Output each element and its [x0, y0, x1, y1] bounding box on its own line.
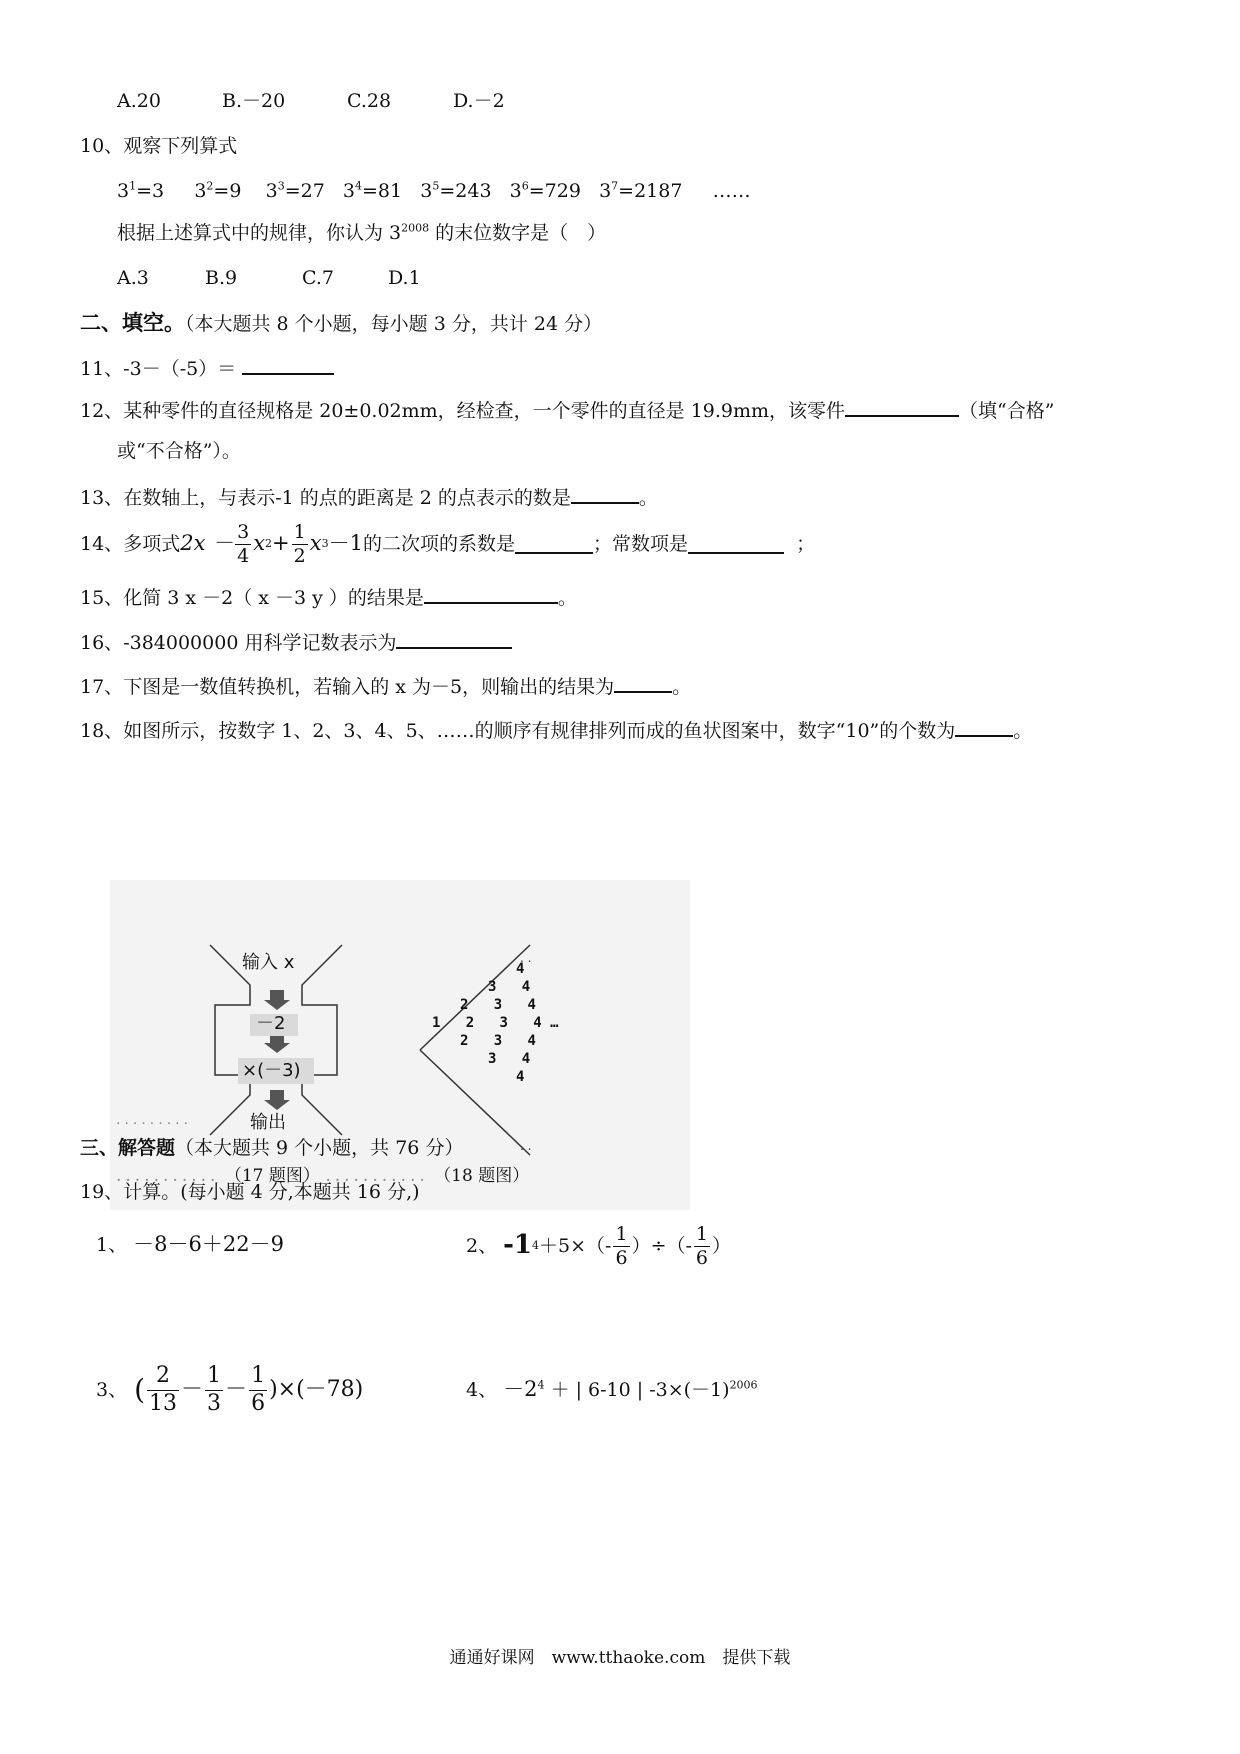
q12-answer-blank[interactable]: [845, 397, 959, 417]
q12-line2: 或“不合格”）。: [117, 440, 241, 462]
q13: 13、在数轴上，与表示-1 的点的距离是 2 的点表示的数是 。: [80, 484, 658, 510]
q17-answer-blank[interactable]: [614, 673, 672, 693]
q9-option-a: A.20: [117, 90, 161, 112]
fish-row: 2 3 4: [460, 997, 536, 1013]
q16-answer-blank[interactable]: [396, 629, 512, 649]
arrow-down-icon: [264, 1035, 290, 1053]
q10-question: 根据上述算式中的规律，你认为 $3^{2008}$ 的末位数字是（ ）: [117, 221, 607, 244]
p3-fraction-2-13: $\frac{2}{13}$: [149, 1363, 178, 1416]
power-3: $3^3=27$: [265, 179, 325, 202]
q17: 17、下图是一数值转换机，若输入的 x 为－5，则输出的结果为 。: [80, 673, 691, 699]
power-2: $3^2=9$: [194, 179, 242, 202]
q10-powers: [117, 180, 751, 203]
q14-fraction-3-4: $\frac{3}{4}$: [237, 520, 250, 567]
q12: 12、某种零件的直径规格是 20±0.02mm，经检查，一个零件的直径是 19.9mm，该零件 （填“合格”: [80, 397, 1054, 423]
q10-option-c: C.7: [302, 267, 334, 289]
q16: 16、-384000000 用科学记数表示为: [80, 629, 512, 655]
q14: 14、 多项式 2x － $\frac{3}{4}$ x 2 + $\frac{1}{2}$ x 3 －1 的二次项的系数是 ；常数项是 ；: [80, 520, 816, 567]
figure18-caption: （18 题图）: [434, 1166, 530, 1186]
q14-constant-blank[interactable]: [688, 534, 784, 554]
figure17-caption: （17 题图）: [224, 1166, 320, 1186]
arrow-down-icon: [264, 1090, 290, 1110]
fish-row: 4: [516, 1069, 525, 1085]
machine-input-label: 输入 x: [242, 952, 295, 973]
fish-row: 1 2 3 4 …: [432, 1015, 559, 1031]
q19: 19、计算。(每小题 4 分,本题共 16 分,): [80, 1181, 420, 1203]
power-4: $3^4=81$: [342, 179, 403, 202]
q18: 18、如图所示，按数字 1、2、3、4、5、……的顺序有规律排列而成的鱼状图案中，数字“10”的个数为 。: [80, 717, 1032, 743]
q10-stem: 10、观察下列算式: [80, 135, 238, 157]
q15-answer-blank[interactable]: [424, 584, 558, 604]
p2-fraction-1: $\frac{1}{6}$: [615, 1222, 628, 1269]
fish-row: 4: [516, 961, 525, 977]
ellipsis: ……: [712, 180, 751, 202]
section2-heading: 二、填空。（本大题共 8 个小题，每小题 3 分，共计 24 分）: [80, 311, 603, 335]
figure-17-machine: [110, 880, 690, 1210]
q14-fraction-1-2: $\frac{1}{2}$: [293, 520, 306, 567]
fish-row: 3 4: [488, 979, 531, 995]
q18-answer-blank[interactable]: [955, 717, 1013, 737]
problem-1: 1、 －8－6＋22－9: [96, 1232, 284, 1256]
p3-fraction-1-6: $\frac{1}{6}$: [251, 1363, 266, 1416]
q15: 15、化简 3 x －2（ x －3 y ）的结果是 。: [80, 584, 577, 610]
q13-answer-blank[interactable]: [571, 484, 639, 504]
fish-dots-top: . .: [520, 951, 532, 965]
problem-3: 3、 ( $\frac{2}{13}$ － $\frac{1}{3}$ － $\frac{1}{6}$ )×(－78): [96, 1363, 364, 1416]
problem-4: 4、 $-2^4$ ＋ | 6-10 | $-3\times(-1)^{2006}$: [466, 1377, 758, 1401]
q11: 11、-3－（-5）＝: [80, 355, 334, 381]
machine-right-frame: [302, 945, 342, 1135]
problem-2: 2、 -1 4 ＋5×（- $\frac{1}{6}$ ）÷（- $\frac{1}{6}$ ）: [466, 1222, 732, 1269]
fish-row: 2 3 4: [460, 1033, 536, 1049]
machine-step2: ×(－3): [242, 1060, 301, 1081]
p2-fraction-2: $\frac{1}{6}$: [695, 1222, 708, 1269]
arrow-down-icon: [264, 990, 290, 1010]
page-footer: 通通好课网 www.tthaoke.com 提供下载: [449, 1648, 791, 1668]
q11-answer-blank[interactable]: [242, 355, 334, 375]
figures-17-18: [110, 880, 690, 1210]
q9-option-d: D.－2: [453, 90, 505, 112]
q10-option-d: D.1: [388, 267, 421, 289]
dotted-leader: .........: [116, 1112, 193, 1128]
q14-coefficient-blank[interactable]: [515, 534, 593, 554]
q10-option-b: B.9: [205, 267, 238, 289]
machine-step1: －2: [256, 1013, 286, 1034]
fish-row: 3 4: [488, 1051, 531, 1067]
fish-pattern: [432, 960, 582, 1086]
q10-option-a: A.3: [117, 267, 149, 289]
power-5: $3^5=243$: [420, 179, 492, 202]
section3-heading: 三、解答题（本大题共 9 个小题，共 76 分）: [80, 1137, 464, 1159]
power-6: $3^6=729$: [509, 179, 581, 202]
q9-option-c: C.28: [347, 90, 392, 112]
power-7: $3^7=2187$: [599, 179, 683, 202]
p3-fraction-1-3: $\frac{1}{3}$: [207, 1363, 222, 1416]
fish-dots-bottom: . .: [520, 1139, 532, 1153]
q9-option-b: B.－20: [222, 90, 286, 112]
figure-captions: ........... （17 题图） ........... （18 题图）: [116, 1166, 530, 1186]
power-1: $3^1=3$: [117, 179, 165, 202]
machine-output-label: 输出: [250, 1112, 286, 1133]
